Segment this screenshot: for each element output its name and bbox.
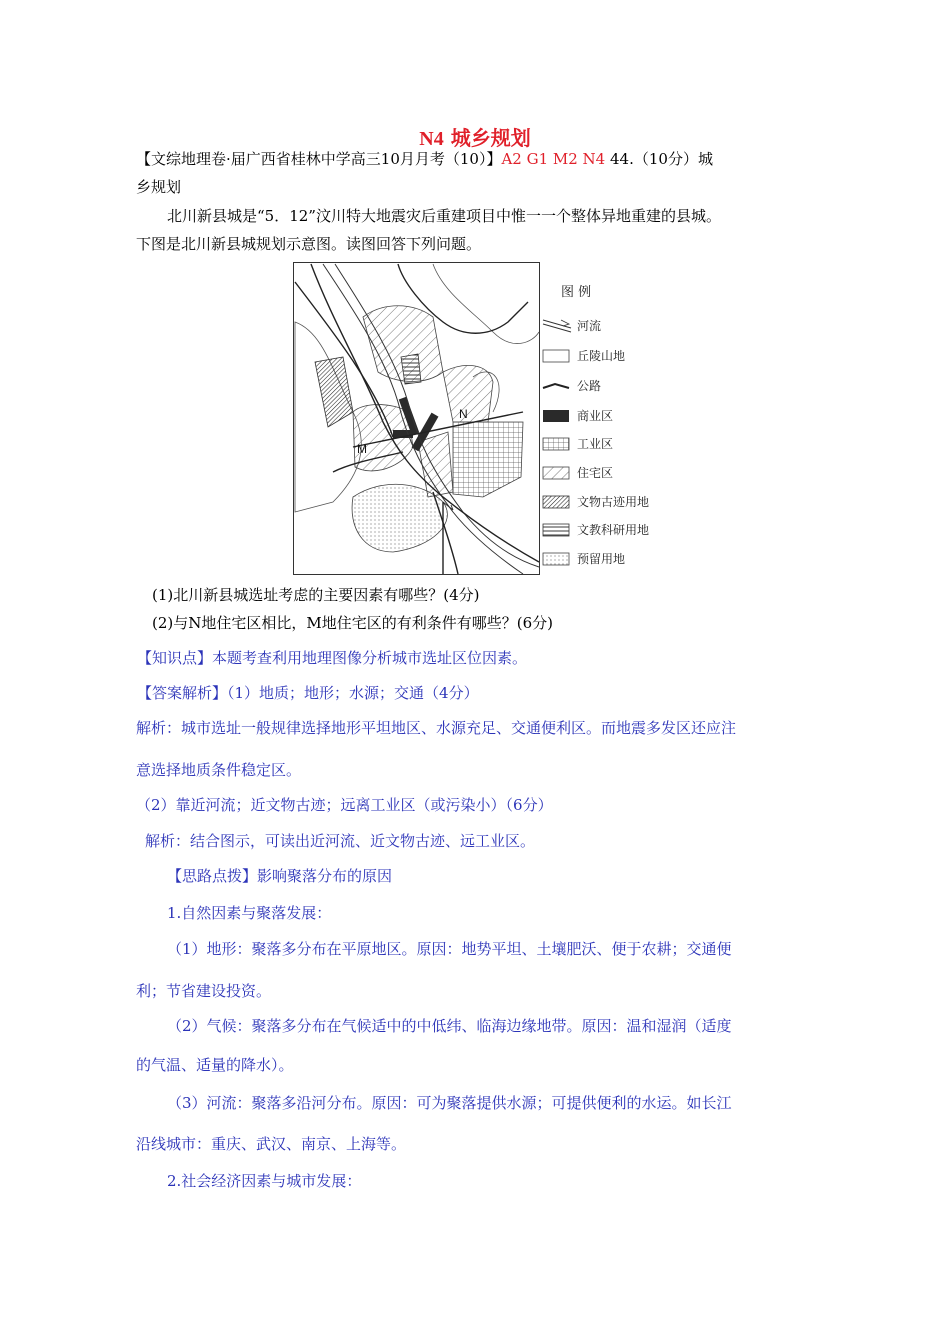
legend-commercial-label: 商业区 — [577, 409, 614, 423]
intro-line-2: 下图是北川新县城规划示意图。读图回答下列问题。 — [136, 235, 482, 253]
answer-1: 【答案解析】（1）地质；地形；水源；交通（4分） — [137, 684, 479, 702]
section-1-heading: 1.自然因素与聚落发展： — [167, 904, 332, 922]
header-source: 【文综地理卷·届广西省桂林中学高三10月月考（10）】 — [136, 150, 502, 168]
legend-road-swatch — [543, 384, 569, 388]
legend-residential-label: 住宅区 — [577, 466, 614, 480]
legend-river-swatch — [543, 320, 571, 332]
header-tags: A2 G1 M2 N4 — [501, 150, 606, 168]
explanation-1-line-2: 意选择地质条件稳定区。 — [136, 761, 302, 779]
legend-relic-label: 文物古迹用地 — [577, 495, 650, 509]
legend-reserved-label: 预留用地 — [577, 552, 626, 566]
title-code: N4 — [419, 128, 444, 150]
legend-road-label: 公路 — [577, 379, 602, 393]
intro-line-1: 北川新县城是“5．12”汶川特大地震灾后重建项目中惟一一个整体异地重建的县城。 — [167, 207, 721, 225]
legend-hill-swatch — [543, 350, 569, 362]
map-legend — [543, 285, 649, 566]
legend-title: 图 例 — [561, 285, 592, 300]
hint-title: 【思路点拨】影响聚落分布的原因 — [167, 867, 393, 885]
map-label-m: M — [357, 442, 367, 456]
header-question-cont: 乡规划 — [136, 178, 182, 196]
explanation-2: 解析：结合图示，可读出近河流、近文物古迹、远工业区。 — [145, 832, 536, 850]
knowledge-point: 【知识点】本题考查利用地理图像分析城市选址区位因素。 — [137, 649, 528, 667]
legend-hill-label: 丘陵山地 — [577, 349, 626, 363]
legend-relic-swatch — [543, 496, 569, 508]
question-1: (1)北川新县城选址考虑的主要因素有哪些？(4分) — [152, 586, 480, 604]
header-question: 44.（10分）城 — [610, 150, 713, 168]
legend-residential-swatch — [543, 467, 569, 479]
section-1-3-line-1: （3）河流：聚落多沿河分布。原因：可为聚落提供水源；可提供便利的水运。如长江 — [167, 1094, 732, 1112]
legend-commercial-swatch — [543, 410, 569, 422]
section-1-2-line-2: 的气温、适量的降水）。 — [136, 1056, 294, 1074]
explanation-1-line-1: 解析：城市选址一般规律选择地形平坦地区、水源充足、交通便利区。而地震多发区还应注 — [136, 719, 737, 737]
section-1-1-line-2: 利；节省建设投资。 — [136, 982, 272, 1000]
title-text: 城乡规划 — [450, 126, 531, 150]
section-2-heading: 2.社会经济因素与城市发展： — [167, 1172, 362, 1190]
legend-river-label: 河流 — [577, 319, 602, 333]
section-1-1-line-1: （1）地形：聚落多分布在平原地区。原因：地势平坦、土壤肥沃、便于农耕；交通便 — [167, 940, 732, 958]
legend-education-label: 文教科研用地 — [577, 523, 650, 537]
question-2: (2)与N地住宅区相比，M地住宅区的有利条件有哪些？(6分) — [152, 614, 553, 632]
section-1-2-line-1: （2）气候：聚落多分布在气候适中的中低纬、临海边缘地带。原因：温和湿润（适度 — [167, 1017, 732, 1035]
county-plan-map — [293, 262, 666, 575]
answer-2: （2）靠近河流；近文物古迹；远离工业区（或污染小）（6分） — [136, 796, 553, 814]
legend-industrial-swatch — [543, 438, 569, 450]
section-1-3-line-2: 沿线城市：重庆、武汉、南京、上海等。 — [136, 1135, 407, 1153]
map-label-n: N — [459, 407, 468, 421]
legend-reserved-swatch — [543, 553, 569, 565]
legend-education-swatch — [543, 524, 569, 536]
legend-industrial-label: 工业区 — [577, 437, 614, 451]
header-line — [136, 149, 713, 169]
page-title — [0, 126, 950, 151]
